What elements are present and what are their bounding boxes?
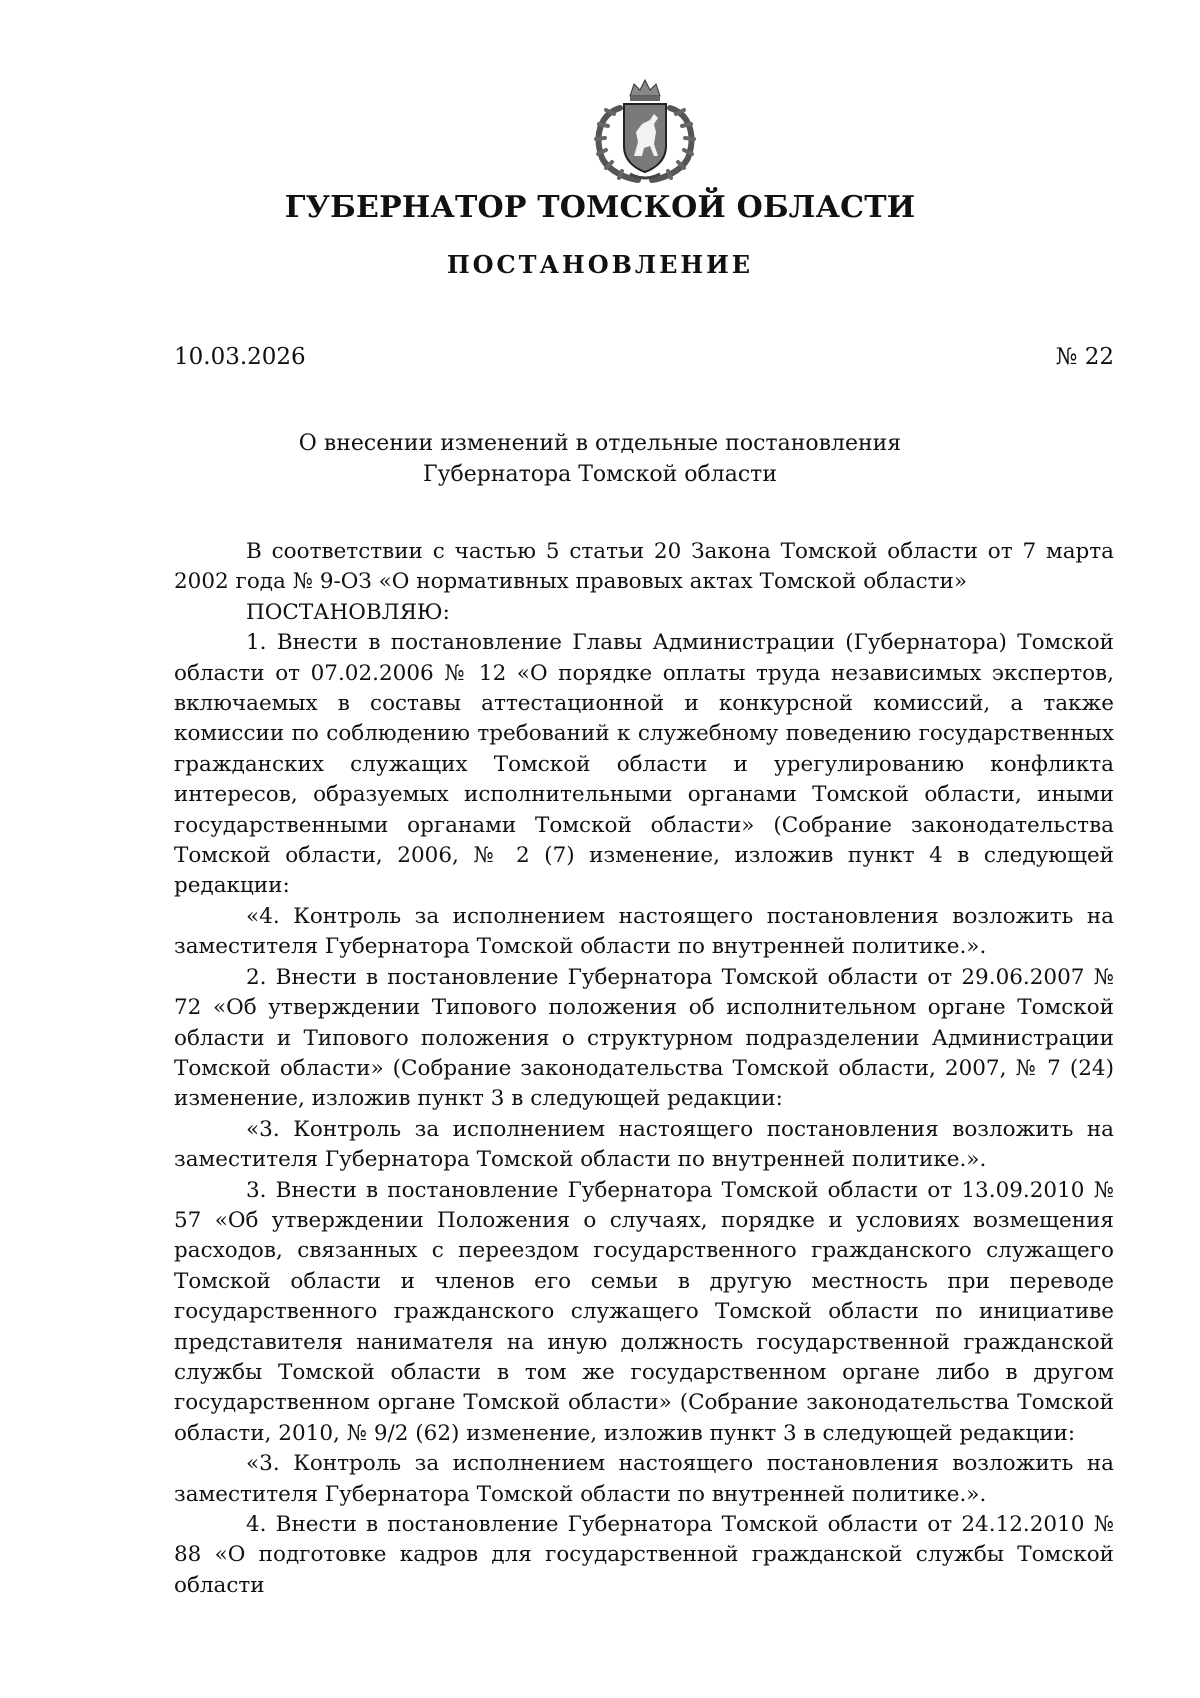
clause-paragraph: 4. Внести в постановление Губернатора Томской области от 24.12.2010 № 88 «О подготовке кадров для государственной гражданской службы Томской области [174,1512,1114,1598]
amendment-text-paragraph: «4. Контроль за исполнением настоящего постановления возложить на заместителя Губернатора Томской области по внутренней политике.». [174,903,1114,960]
amendment-text-paragraph: «3. Контроль за исполнением настоящего постановления возложить на заместителя Губернатора Томской области по внутренней политике.». [174,1451,1114,1507]
document-number: № 22 [1055,344,1114,370]
clause-paragraph: 2. Внести в постановление Губернатора Томской области от 29.06.2007 № 72 «Об утверждении Типового положения об исполнительном органе Томской области и Типового положения о структурном подразделении Администрации Томской области» (Собрание законодательства Томской области, 2007, № 7 (24) изменение, изложив пункт 3 в следующей редакции: [174,964,1114,1112]
organization-title: ГУБЕРНАТОР ТОМСКОЙ ОБЛАСТИ [284,190,916,225]
resolution-keyword: ПОСТАНОВЛЯЮ: [246,599,450,625]
clause-paragraph: 3. Внести в постановление Губернатора Томской области от 13.09.2010 № 57 «Об утверждении Положения о случаях, порядке и условиях возмещения расходов, связанных с переездом государственного гражданского служащего Томской области и членов его семьи в другую местность при переводе государственного гражданского служащего Томской области по инициативе представителя нанимателя на иную должность государственной гражданской службы Томской области в том же государственном органе либо в другом государственном органе Томской области» (Собрание законодательства Томской области, 2010, № 9/2 (62) изменение, изложив пункт 3 в следующей редакции: [174,1177,1114,1446]
document-date: 10.03.2026 [174,344,306,370]
clause-paragraph: 1. Внести в постановление Главы Администрации (Губернатора) Томской области от 07.02.2006 № 12 «О порядке оплаты труда независимых экспертов, включаемых в составы аттестационной и конкурсной комиссий, а также комиссии по соблюдению требований к служебному поведению государственных гражданских служащих Томской области и урегулированию конфликта интересов, образуемых исполнительными органами Томской области, иными государственными органами Томской области» (Собрание законодательства Томской области, 2006, № 2 (7) изменение, изложив пункт 4 в следующей редакции: [174,630,1114,899]
subject-line: О внесении изменений в отдельные постановления [298,431,902,456]
document-body [174,537,1114,1601]
document-subject [0,428,1200,490]
preamble-paragraph: В соответствии с частью 5 статьи 20 Закона Томской области от 7 марта 2002 года № 9-ОЗ «О нормативных правовых актах Томской области» [174,539,1114,595]
amendment-text-paragraph: «3. Контроль за исполнением настоящего постановления возложить на заместителя Губернатора Томской области по внутренней политике.». [174,1116,1114,1173]
tomsk-oblast-coat-of-arms-icon [580,74,710,186]
subject-line: Губернатора Томской области [423,462,777,487]
document-type-heading: ПОСТАНОВЛЕНИЕ [446,250,754,279]
